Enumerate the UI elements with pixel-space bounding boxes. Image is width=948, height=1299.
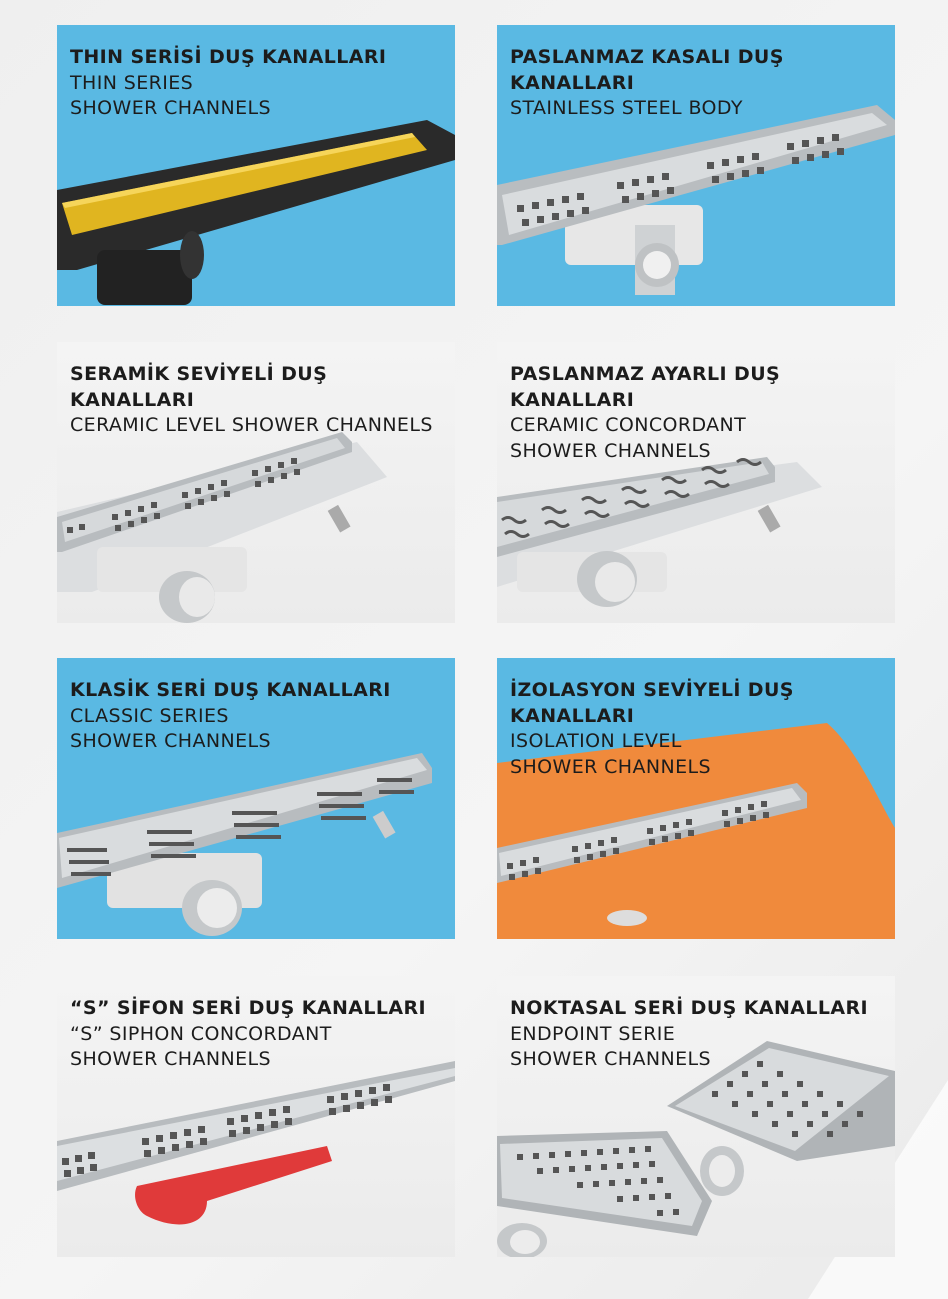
product-subtitle-2: SHOWER CHANNELS [70,97,271,119]
product-subtitle-2: SHOWER CHANNELS [70,730,271,752]
product-subtitle-2: SHOWER CHANNELS [510,439,711,462]
product-card-thin-series[interactable] [57,25,455,306]
product-title: NOKTASAL SERİ DUŞ KANALLARI [510,997,869,1019]
product-subtitle-1: “S” SIPHON CONCORDANT [70,1022,332,1045]
product-subtitle-1: ENDPOINT SERIE [510,1022,676,1045]
product-subtitle-2: SHOWER CHANNELS [510,755,711,778]
product-card-classic-series[interactable] [57,658,455,939]
product-title: PASLANMAZ AYARLI DUŞ KANALLARI [510,363,781,411]
product-title: PASLANMAZ KASALI DUŞ KANALLARI [510,46,784,94]
product-subtitle-2: SHOWER CHANNELS [510,1048,711,1070]
product-card-s-siphon[interactable] [57,976,455,1257]
product-subtitle-1: CLASSIC SERIES [70,704,229,727]
product-subtitle-1: CERAMIC CONCORDANT [510,414,747,436]
product-subtitle-1: THIN SERIES [70,71,194,94]
product-title: “S” SİFON SERİ DUŞ KANALLARI [70,997,427,1019]
product-title: THIN SERİSİ DUŞ KANALLARI [70,46,387,68]
product-subtitle-1: CERAMIC LEVEL SHOWER CHANNELS [70,414,433,436]
product-subtitle-1: STAINLESS STEEL BODY [510,97,743,119]
product-card-ceramic-concordant[interactable] [497,342,895,623]
product-title: İZOLASYON SEVİYELİ DUŞ KANALLARI [510,679,794,727]
product-card-isolation-level[interactable] [497,658,895,939]
product-title: SERAMİK SEVİYELİ DUŞ KANALLARI [70,363,328,411]
product-subtitle-1: ISOLATION LEVEL [510,730,682,752]
product-card-ceramic-level[interactable] [57,342,455,623]
product-card-endpoint[interactable] [497,976,895,1257]
product-title: KLASİK SERİ DUŞ KANALLARI [70,679,391,701]
product-subtitle-2: SHOWER CHANNELS [70,1048,271,1070]
product-card-stainless-steel-body[interactable] [497,25,895,306]
